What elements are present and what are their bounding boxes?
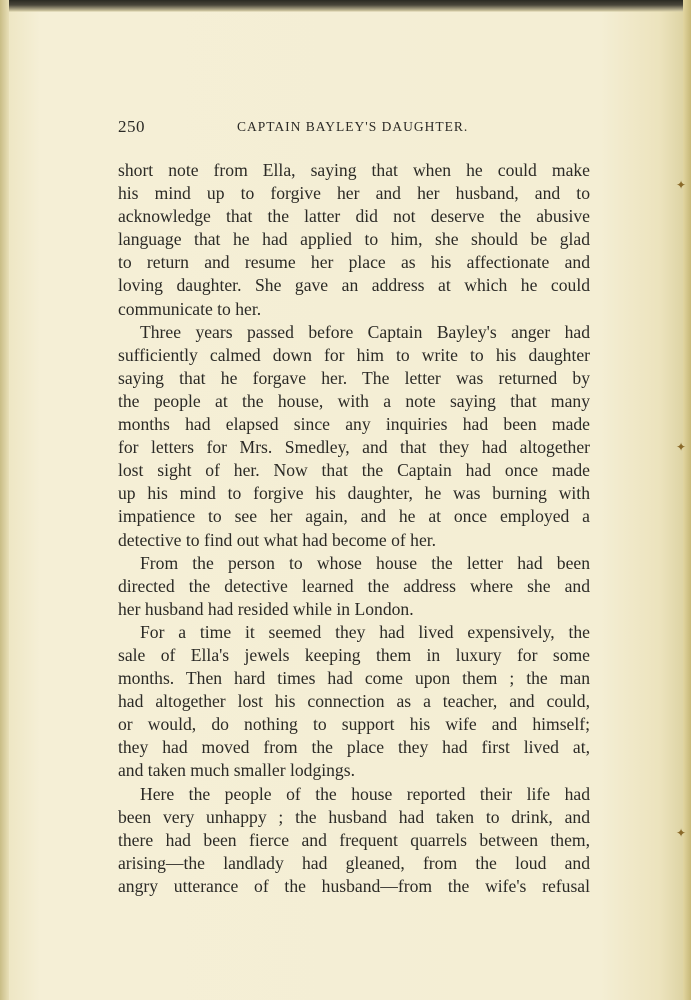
text-line: angry utterance of the husband—from the wife's refusal <box>118 875 590 896</box>
text-line: detective to find out what had become of her. <box>118 529 437 550</box>
text-line: Here the people of the house reported their life had <box>140 783 590 804</box>
text-line: saying that he forgave her. The letter was returned by <box>118 367 590 388</box>
text-line: to return and resume her place as his affectionate and <box>118 252 590 273</box>
text-line: had altogether lost his connection as a teacher, and could, <box>118 691 590 712</box>
text-line: acknowledge that the latter did not deserve the abusive <box>118 206 590 227</box>
page-left-edge <box>0 0 9 1000</box>
page-number: 250 <box>118 117 145 136</box>
text-line: there had been fierce and frequent quarrels between them, <box>118 829 590 850</box>
text-line: arising—the landlady had gleaned, from the loud and <box>118 852 590 873</box>
text-line: directed the detective learned the address where she and <box>118 575 590 596</box>
text-line: his mind up to forgive her and her husband, and to <box>118 183 590 204</box>
text-line: for letters for Mrs. Smedley, and that they had altogether <box>118 437 590 458</box>
text-line: From the person to whose house the letter had been <box>140 552 590 573</box>
margin-mark-icon: ✦ <box>676 178 687 192</box>
text-line: sale of Ella's jewels keeping them in luxury for some <box>118 644 590 665</box>
running-head: CAPTAIN BAYLEY'S DAUGHTER. <box>237 119 469 134</box>
text-line: months. Then hard times had come upon them ; the man <box>118 668 590 689</box>
text-line: her husband had resided while in London. <box>118 598 414 619</box>
margin-mark-icon: ✦ <box>676 826 687 840</box>
text-line: short note from Ella, saying that when he could make <box>118 160 590 180</box>
text-line: Three years passed before Captain Bayley's anger had <box>140 321 590 342</box>
text-line: loving daughter. She gave an address at which he could <box>118 275 590 296</box>
text-line: language that he had applied to him, she should be glad <box>118 229 590 250</box>
text-line: For a time it seemed they had lived expensively, the <box>140 621 590 642</box>
text-line: they had moved from the place they had first lived at, <box>118 737 590 758</box>
text-line: up his mind to forgive his daughter, he was burning with <box>118 483 590 504</box>
text-line: sufficiently calmed down for him to write to his daughter <box>118 344 590 365</box>
page-header <box>118 117 590 141</box>
text-line: months had elapsed since any inquiries had been made <box>118 414 590 435</box>
text-line: been very unhappy ; the husband had taken to drink, and <box>118 806 590 827</box>
text-line: impatience to see her again, and he at once employed a <box>118 506 590 527</box>
text-line: the people at the house, with a note saying that many <box>118 390 590 411</box>
text-line: communicate to her. <box>118 298 262 319</box>
page-top-shadow <box>0 0 691 12</box>
page-right-edge <box>683 0 691 1000</box>
text-line: or would, do nothing to support his wife and himself; <box>118 714 590 735</box>
text-line: and taken much smaller lodgings. <box>118 760 355 781</box>
text-line: lost sight of her. Now that the Captain had once made <box>118 460 590 481</box>
margin-mark-icon: ✦ <box>676 440 687 454</box>
body-text <box>118 159 590 898</box>
